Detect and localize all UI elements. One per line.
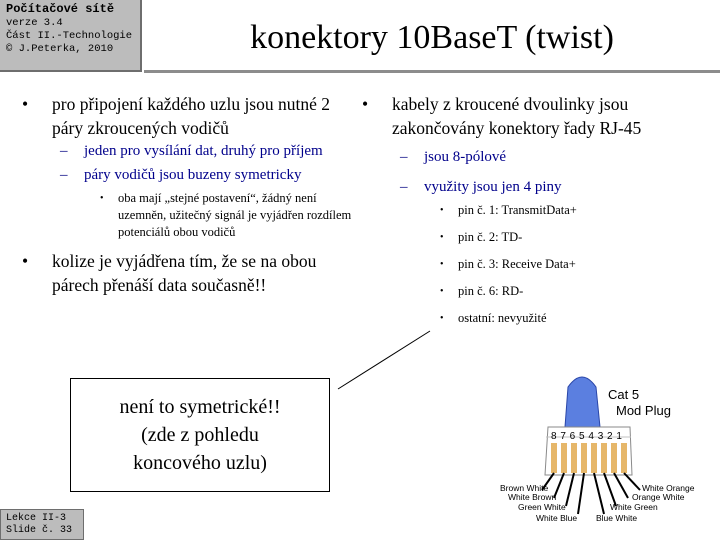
pin-item-text: pin č. 3: Receive Data+ xyxy=(458,257,576,271)
wire-label: White Green xyxy=(610,502,658,512)
mod-plug-label: Mod Plug xyxy=(616,403,671,418)
pin-item-text: pin č. 2: TD- xyxy=(458,230,523,244)
wire-label: Blue White xyxy=(596,513,638,523)
dash-icon: – xyxy=(60,167,68,183)
cat5-label: Cat 5 xyxy=(608,387,640,402)
lesson-label: Lekce II-3 xyxy=(6,513,67,524)
bullet-dot-icon: • xyxy=(440,286,444,297)
course-name: Počítačové sítě xyxy=(6,2,115,16)
dash-icon: – xyxy=(400,149,408,165)
bullet-dot-icon: • xyxy=(440,232,444,243)
wire-label: White Brown xyxy=(508,492,557,502)
part-text: Část II.-Technologie xyxy=(6,30,133,42)
left-bullet-1-text: pro připojení každého uzlu jsou nutné 2 páry zkroucených vodičů xyxy=(52,94,330,138)
bullet-dot-icon: • xyxy=(362,94,369,114)
dash-icon: – xyxy=(60,143,68,159)
pin-numbers-label: 8 7 6 5 4 3 2 1 xyxy=(551,431,623,442)
bullet-dot-icon: • xyxy=(440,205,444,216)
callout-line-1: není to symetrické!! xyxy=(119,396,281,418)
bullet-dot-icon: • xyxy=(22,251,29,271)
wire-label: Green White xyxy=(518,502,566,512)
slide-footer xyxy=(0,509,84,540)
left-sub-1-text: jeden pro vysílání dat, druhý pro příjem xyxy=(84,143,323,159)
pin-item-text: pin č. 6: RD- xyxy=(458,284,524,298)
pin-item-text: ostatní: nevyužité xyxy=(458,311,547,325)
bullet-dot-icon: • xyxy=(440,259,444,270)
left-bullet-2-text: kolize je vyjádřena tím, že se na obou párech přenáší data současně!! xyxy=(52,251,317,295)
wire-label: White Blue xyxy=(536,513,578,523)
wire-label: Orange White xyxy=(632,492,685,502)
copyright-text: © J.Peterka, 2010 xyxy=(6,43,114,55)
slide-title: konektory 10BaseT (twist) xyxy=(144,0,720,72)
version-text: verze 3.4 xyxy=(6,17,63,29)
right-bullet-1-text: kabely z kroucené dvoulinky jsou zakončovány konektory řady RJ-45 xyxy=(392,94,642,138)
pin-item-text: pin č. 1: TransmitData+ xyxy=(458,203,577,217)
left-subsub-1-text: oba mají „stejné postavení“, žádný není uzemněn, užitečný signál je vyjádřen rozdílem potenciálů obou vodičů xyxy=(118,191,352,239)
wire-label: White Orange xyxy=(642,483,695,493)
wire-label: Brown White xyxy=(500,483,549,493)
callout-line-2: (zde z pohledu xyxy=(141,424,259,446)
bullet-dot-icon: • xyxy=(22,94,29,114)
rj45-plug-figure xyxy=(490,365,715,530)
callout-line-3: koncového uzlu) xyxy=(133,452,267,474)
slide-number: Slide č. 33 xyxy=(6,525,73,536)
bullet-dot-icon: • xyxy=(440,313,444,324)
right-sub-1-text: jsou 8-pólové xyxy=(424,149,507,165)
plug-boot-icon xyxy=(565,377,600,427)
callout-box xyxy=(70,378,330,492)
right-sub-2-text: využity jsou jen 4 piny xyxy=(424,179,562,195)
dash-icon: – xyxy=(400,179,408,195)
left-sub-2-text: páry vodičů jsou buzeny symetricky xyxy=(84,167,302,183)
bullet-dot-icon: • xyxy=(100,193,104,204)
